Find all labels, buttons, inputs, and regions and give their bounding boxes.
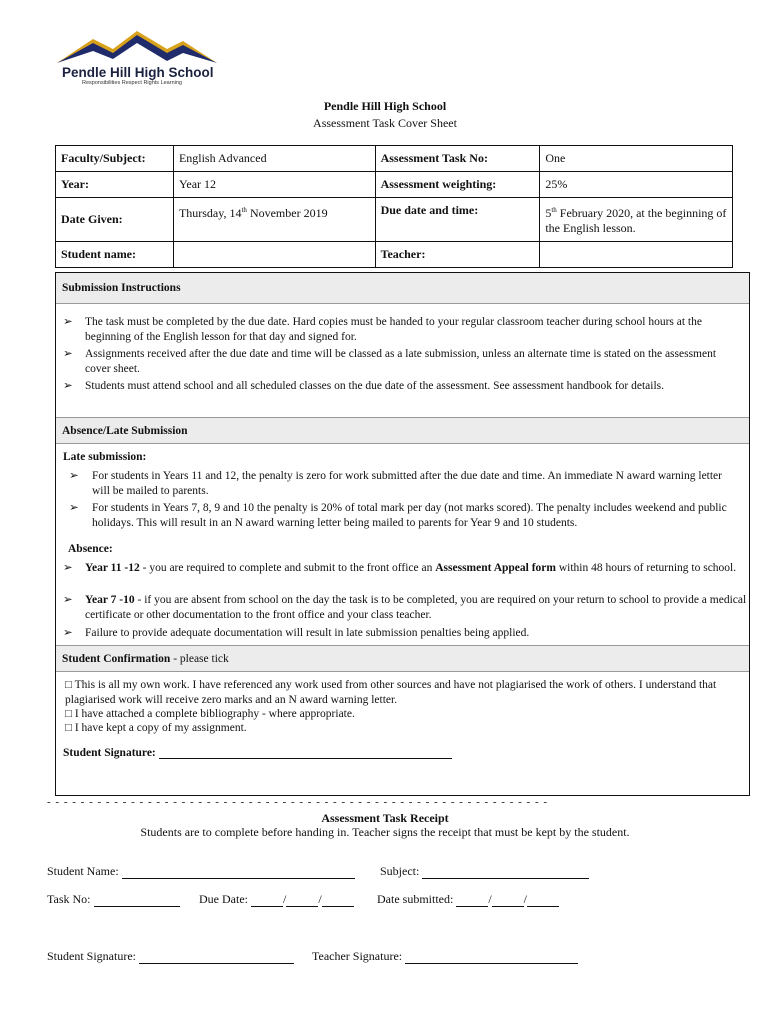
year-label: Year: — [56, 172, 174, 198]
arrow-bullet-icon: ➢ — [69, 470, 79, 482]
task-no-label: Assessment Task No: — [375, 146, 540, 172]
arrow-bullet-icon: ➢ — [63, 594, 73, 606]
arrow-bullet-icon: ➢ — [69, 502, 79, 514]
receipt-task-no: Task No: — [47, 892, 180, 907]
document-title: Pendle Hill High School — [323, 99, 447, 113]
arrow-bullet-icon: ➢ — [63, 348, 73, 360]
arrow-bullet-icon: ➢ — [63, 380, 73, 392]
date-given-label: Date Given: — [56, 198, 174, 242]
teacher-label: Teacher: — [375, 242, 540, 268]
confirmation-checkbox-copy-kept[interactable]: □ I have kept a copy of my assignment. — [65, 722, 247, 734]
document-subtitle: Assessment Task Cover Sheet — [313, 116, 457, 130]
late-bullet: ➢ For students in Years 11 and 12, the penalty is zero for work submitted after the due date and time. An immediate N award warning letter will be mailed to parents. — [69, 470, 722, 497]
receipt-subject-line[interactable] — [422, 867, 589, 879]
submission-bullet: ➢ The task must be completed by the due date. Hard copies must be handed to your regular classroom teacher during school hours at the beginning of the English lesson for that day and signed for. — [63, 316, 702, 343]
due-day-line[interactable] — [251, 895, 283, 907]
receipt-student-name: Student Name: — [47, 864, 355, 879]
submitted-year-line[interactable] — [527, 895, 559, 907]
due-date-label: Due date and time: — [375, 198, 540, 242]
faculty-value: English Advanced — [173, 146, 375, 172]
arrow-bullet-icon: ➢ — [63, 562, 73, 574]
faculty-label: Faculty/Subject: — [56, 146, 174, 172]
absence-label: Absence: — [68, 543, 113, 555]
receipt-teacher-signature: Teacher Signature: — [312, 949, 578, 964]
receipt-student-signature: Student Signature: — [47, 949, 294, 964]
receipt-student-signature-line[interactable] — [139, 952, 294, 964]
receipt-due-date: Due Date: / / — [199, 892, 354, 907]
submitted-day-line[interactable] — [456, 895, 488, 907]
student-name-label: Student name: — [56, 242, 174, 268]
student-name-field[interactable] — [173, 242, 375, 268]
late-bullet: ➢ For students in Years 7, 8, 9 and 10 the penalty is 20% of total mark per day (not marks scored). The penalty includes weekend and public holidays. This will result in an N award warning letter being mailed to parents for Year 9 and 10 students. — [69, 502, 727, 529]
receipt-date-submitted: Date submitted: / / — [377, 892, 559, 907]
arrow-bullet-icon: ➢ — [63, 316, 73, 328]
submitted-month-line[interactable] — [492, 895, 524, 907]
receipt-teacher-signature-line[interactable] — [405, 952, 578, 964]
due-date-value: 5th February 2020, at the beginning of the English lesson. — [540, 198, 733, 242]
instructions-panel — [55, 272, 750, 796]
weighting-value: 25% — [540, 172, 733, 198]
absence-late-heading: Absence/Late Submission — [56, 417, 749, 444]
mountain-logo-icon — [55, 25, 230, 70]
receipt-student-name-line[interactable] — [122, 867, 355, 879]
student-confirmation-heading: Student Confirmation - please tick — [56, 645, 749, 672]
arrow-bullet-icon: ➢ — [63, 627, 73, 639]
submission-bullet: ➢ Students must attend school and all scheduled classes on the due date of the assessment. See assessment handbook for details. — [63, 380, 665, 392]
checkbox-icon[interactable]: □ — [65, 679, 72, 691]
logo-school-name: Pendle Hill High School — [62, 65, 214, 80]
task-info-table — [55, 145, 733, 268]
submission-instructions-heading: Submission Instructions — [56, 273, 749, 304]
weighting-label: Assessment weighting: — [375, 172, 540, 198]
confirmation-checkbox-bibliography[interactable]: □ I have attached a complete bibliography - where appropriate. — [65, 708, 355, 720]
absence-bullet: ➢ Year 11 -12 - you are required to complete and submit to the front office an Assessment Appeal form within 48 hours of returning to school. — [63, 562, 737, 574]
checkbox-icon[interactable]: □ — [65, 722, 72, 734]
student-signature-line[interactable] — [159, 747, 452, 759]
cut-line: - - - - - - - - - - - - - - - - - - - - - - - - - - - - - - - - - - - - - - - - - - - - - - - - - - - - - - - - - - - - — [47, 796, 549, 808]
teacher-field[interactable] — [540, 242, 733, 268]
receipt-instructions: Students are to complete before handing in. Teacher signs the receipt that must be kept by the student. — [140, 825, 630, 839]
absence-bullet: ➢ Year 7 -10 - if you are absent from school on the day the task is to be completed, you are required on your return to school to provide a medical certificate or other documentation to the front office and your class teacher. — [63, 594, 747, 621]
date-given-value: Thursday, 14th November 2019 — [173, 198, 375, 242]
receipt-title: Assessment Task Receipt — [321, 811, 449, 825]
confirmation-checkbox-own-work[interactable]: □ This is all my own work. I have referenced any work used from other sources and have not plagiarised the work of others. I understand that plagiarised work will receive zero marks and an N award warning letter. — [65, 679, 717, 706]
submission-bullet: ➢ Assignments received after the due date and time will be classed as a late submission, unless an alternate time is stated on the assessment cover sheet. — [63, 348, 717, 375]
year-value: Year 12 — [173, 172, 375, 198]
due-month-line[interactable] — [286, 895, 318, 907]
receipt-task-no-line[interactable] — [94, 895, 180, 907]
logo-tagline: Responsibilities Respect Rights Learning — [82, 80, 182, 86]
checkbox-icon[interactable]: □ — [65, 708, 72, 720]
absence-bullet: ➢ Failure to provide adequate documentation will result in late submission penalties being applied. — [63, 627, 530, 639]
late-submission-label: Late submission: — [63, 451, 147, 463]
task-no-value: One — [540, 146, 733, 172]
student-signature: Student Signature: — [63, 747, 452, 759]
due-year-line[interactable] — [322, 895, 354, 907]
receipt-subject: Subject: — [380, 864, 589, 879]
